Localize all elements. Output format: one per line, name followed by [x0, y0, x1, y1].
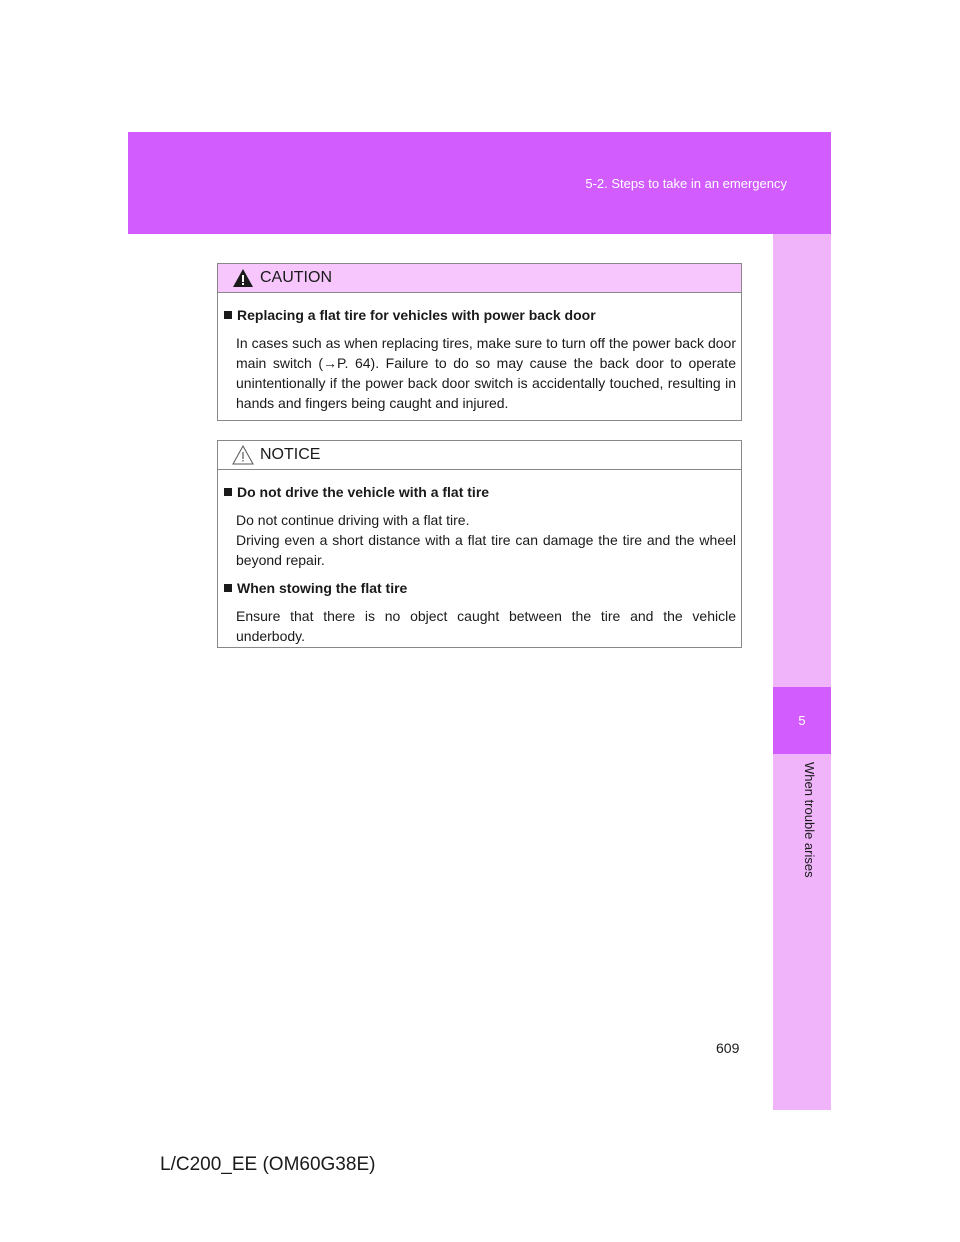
notice-header [218, 441, 741, 470]
notice-item2-title: When stowing the flat tire [224, 578, 736, 598]
bullet-square-icon [224, 584, 232, 592]
notice-heading: NOTICE [260, 446, 321, 463]
header-band [128, 132, 831, 234]
notice-box [217, 440, 742, 648]
notice-item1-title: Do not drive the vehicle with a flat tire [224, 482, 736, 502]
section-title: 5-2. Steps to take in an emergency [585, 176, 787, 191]
caution-header [218, 264, 741, 293]
chapter-side-tab [773, 234, 831, 1110]
warning-triangle-icon [232, 268, 254, 288]
caution-box [217, 263, 742, 421]
bullet-square-icon [224, 311, 232, 319]
page-number: 609 [716, 1040, 740, 1056]
caution-heading: CAUTION [260, 269, 332, 286]
warning-outline-triangle-icon [232, 445, 254, 465]
chapter-number: 5 [773, 687, 831, 754]
bullet-square-icon [224, 488, 232, 496]
notice-item2-text: Ensure that there is no object caught between the tire and the vehicle underbody. [236, 608, 736, 644]
caution-item-title: Replacing a flat tire for vehicles with power back door [224, 305, 736, 325]
notice-item1-text1: Do not continue driving with a flat tire. [236, 512, 470, 528]
caution-item-text: In cases such as when replacing tires, make sure to turn off the power back door main switch (→P. 64). Failure to do so may cause the back door to operate unintentionally if the power back door switch is accidentally touched, resulting in hands and fingers being caught and injured. [236, 335, 736, 411]
notice-item1-text2: Driving even a short distance with a flat tire can damage the tire and the wheel beyond repair. [236, 532, 736, 568]
document-code: L/C200_EE (OM60G38E) [160, 1154, 376, 1175]
chapter-title: When trouble arises [802, 762, 817, 878]
